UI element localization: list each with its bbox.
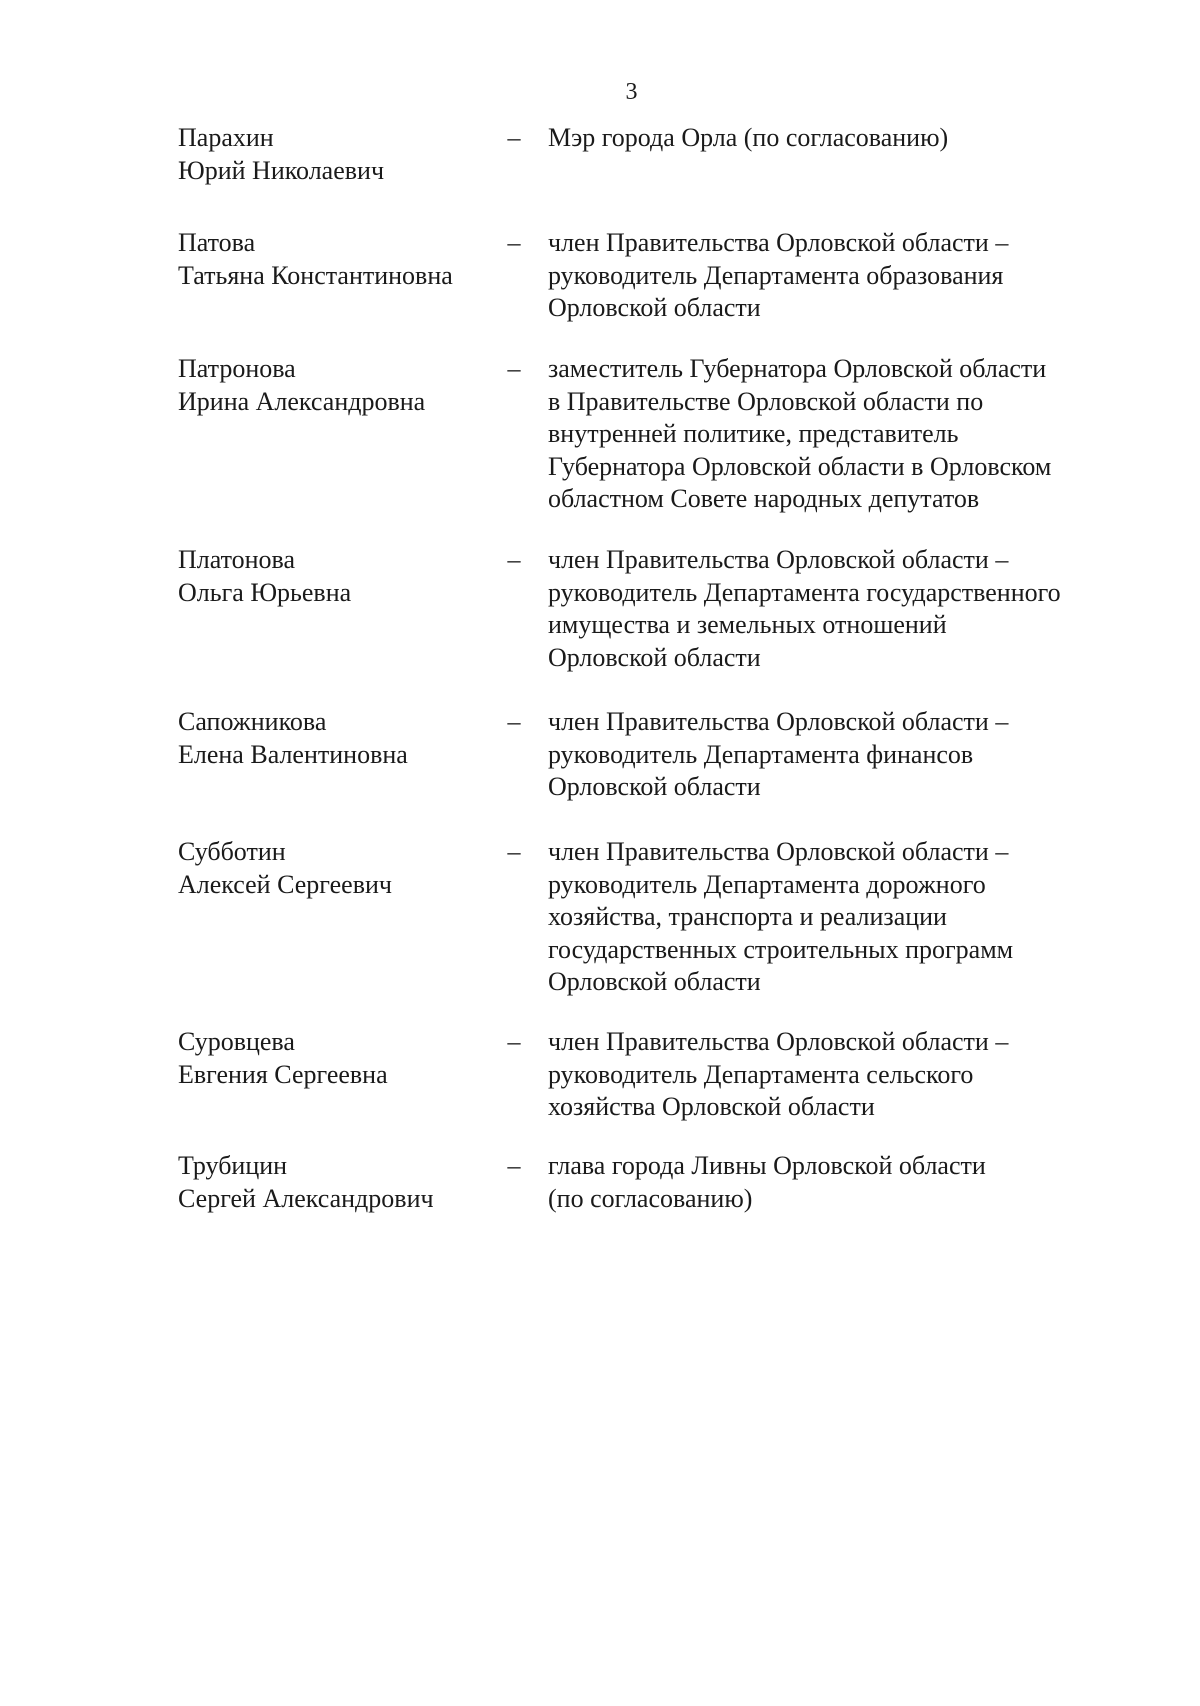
position-line: член Правительства Орловской области – [548,1027,1009,1056]
member-given-names: Ирина Александровна [178,386,426,416]
position-line: Губернатора Орловской области в Орловском [548,451,1052,481]
member-name [178,836,488,901]
position-line: хозяйства Орловской области [548,1092,875,1121]
member-surname: Платонова [178,545,296,574]
member-given-names: Елена Валентиновна [178,739,408,769]
member-surname: Сапожникова [178,707,327,736]
position-line: государственных строительных программ [548,934,1014,964]
separator-dash: – [507,707,521,736]
member-name [178,122,488,187]
separator-dash: – [507,123,521,152]
member-surname: Патронова [178,354,296,383]
member-position [548,706,1118,804]
member-name [178,227,488,292]
position-line: областном Совете народных депутатов [548,484,980,513]
position-line: член Правительства Орловской области – [548,837,1009,866]
position-line: руководитель Департамента государственного [548,577,1061,607]
position-line: (по согласованию) [548,1183,753,1213]
position-line: хозяйства, транспорта и реализации [548,902,947,931]
member-name [178,1026,488,1091]
member-surname: Трубицин [178,1151,288,1180]
member-surname: Патова [178,228,256,257]
member-surname: Парахин [178,123,274,152]
member-position [548,544,1118,674]
position-line: имущества и земельных отношений [548,610,947,639]
member-given-names: Ольга Юрьевна [178,577,352,607]
separator-dash: – [507,354,521,383]
member-position [548,1150,1118,1215]
position-line: внутренней политике, представитель [548,419,959,448]
member-position [548,836,1118,999]
member-surname: Суровцева [178,1027,295,1056]
position-line: заместитель Губернатора Орловской области [548,354,1047,383]
position-line: руководитель Департамента образования [548,260,1004,290]
separator-dash: – [507,228,521,257]
position-line: Орловской области [548,772,761,801]
position-line: член Правительства Орловской области – [548,545,1009,574]
position-line: Орловской области [548,293,761,322]
member-name [178,1150,488,1215]
member-surname: Субботин [178,837,286,866]
position-line: руководитель Департамента сельского [548,1059,974,1089]
page-number: 3 [625,79,638,105]
separator-dash: – [507,1027,521,1056]
member-given-names: Татьяна Константиновна [178,260,453,290]
position-line: Орловской области [548,967,761,996]
member-position [548,227,1118,325]
separator-dash: – [507,1151,521,1180]
position-line: член Правительства Орловской области – [548,707,1009,736]
position-line: руководитель Департамента финансов [548,739,974,769]
separator-dash: – [507,545,521,574]
member-name [178,353,488,418]
position-line: глава города Ливны Орловской области [548,1151,986,1180]
position-line: член Правительства Орловской области – [548,228,1009,257]
separator-dash: – [507,837,521,866]
member-given-names: Алексей Сергеевич [178,869,392,899]
member-position [548,122,1118,155]
position-line: Орловской области [548,642,761,672]
position-line: Мэр города Орла (по согласованию) [548,123,949,152]
position-line: в Правительстве Орловской области по [548,386,984,416]
member-name [178,544,488,609]
member-position [548,353,1118,516]
member-given-names: Евгения Сергеевна [178,1059,388,1089]
member-given-names: Сергей Александрович [178,1183,434,1213]
member-name [178,706,488,771]
member-position [548,1026,1118,1124]
member-given-names: Юрий Николаевич [178,155,385,185]
position-line: руководитель Департамента дорожного [548,869,986,899]
